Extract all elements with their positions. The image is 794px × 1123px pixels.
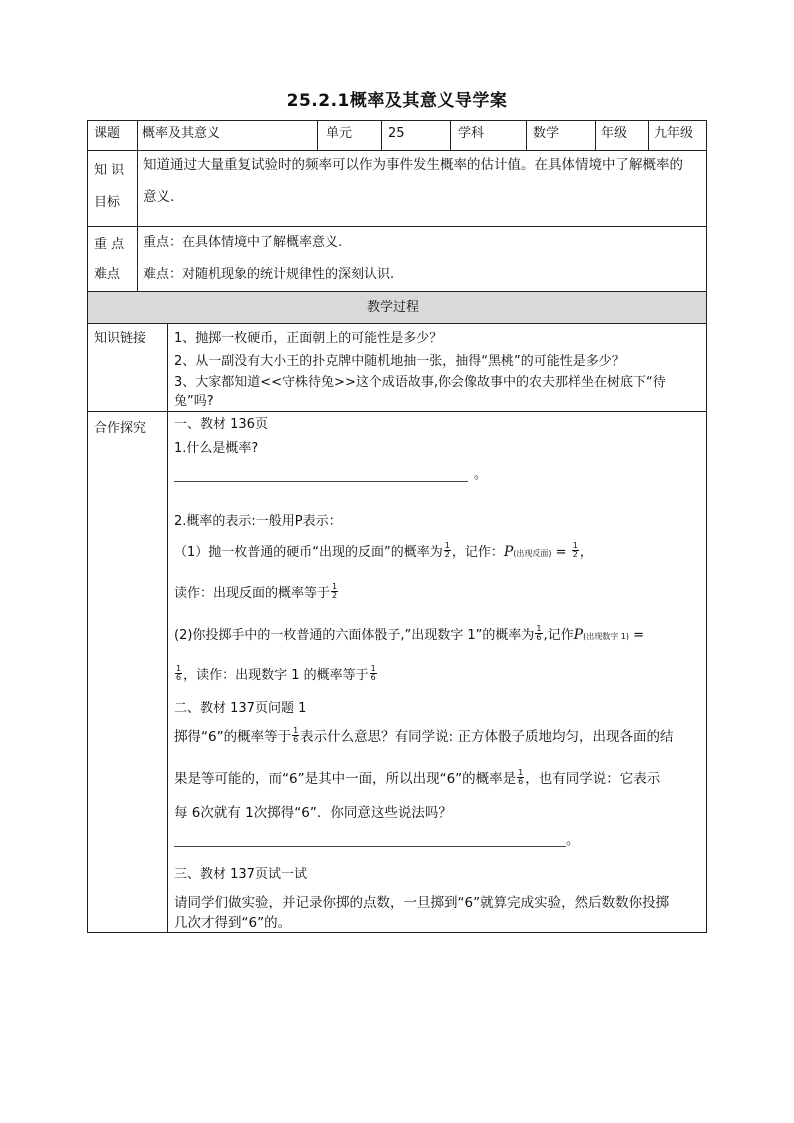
row-divider [87, 323, 707, 324]
col-divider [450, 120, 451, 151]
fraction-one-sixth: $\frac{1}{6}$ [293, 725, 299, 744]
grade-value: 九年级 [654, 126, 694, 141]
row-divider [87, 150, 707, 151]
table-border-top [87, 120, 707, 121]
example-1-text-b: ，记作： [451, 545, 504, 560]
example-2-line [174, 626, 644, 646]
section-2-heading: 2.概率的表示:一般用P表示： [174, 514, 342, 529]
link-question-3: 3、大家都知道<<守株待兔>>这个成语故事,你会像故事中的农夫那样坐在树底下“待 [174, 375, 666, 390]
probability-symbol: P [503, 544, 514, 560]
fraction-one-half: $\frac{1}{2}$ [444, 541, 450, 559]
page-title: 25.2.1概率及其意义导学案 [286, 91, 508, 111]
example-2-text-a: (2)你投掷手中的一枚普通的六面体骰子,”出现数字 1”的概率为 [174, 628, 535, 643]
blank-2-period: 。 [566, 833, 580, 848]
try-it-line-2: 几次才得到“6”的。 [174, 915, 292, 931]
goal-label-line1: 知 识 [94, 163, 125, 178]
example-2-reading [174, 664, 378, 685]
problem-line-1-b: 表示什么意思？有同学说: 正方体骰子质地均匀，出现各面的结 [300, 729, 674, 745]
fraction-one-sixth: $\frac{1}{6}$ [176, 664, 182, 682]
fraction-one-sixth: $\frac{1}{6}$ [518, 767, 524, 786]
answer-blank-2 [174, 846, 566, 847]
col-divider [595, 120, 596, 151]
link-question-1: 1、抛掷一枚硬币，正面朝上的可能性是多少？ [174, 331, 443, 346]
col-divider [137, 120, 138, 292]
row-divider [87, 226, 707, 227]
col-divider [167, 323, 168, 933]
grade-label: 年级 [601, 126, 628, 141]
col-divider [381, 120, 382, 151]
problem-line-3: 每 6次就有 1次掷得“6”．你同意这些说法吗？ [174, 805, 452, 821]
key-point-text: 重点：在具体情境中了解概率意义. [143, 235, 343, 250]
explore-label: 合作探究 [94, 421, 147, 436]
fraction-one-sixth: $\frac{1}{6}$ [536, 624, 542, 642]
col-divider [526, 120, 527, 151]
table-border-right [706, 120, 707, 933]
table-border-left [87, 120, 88, 933]
comma: ， [579, 545, 593, 560]
try-it-line-1: 请同学们做实验，并记录你掷的点数，一旦掷到“6”就算完成实验，然后数数你投掷 [174, 895, 670, 911]
probability-subscript: (出现数字 1) [583, 632, 629, 641]
equals-sign: = [628, 628, 644, 643]
example-2-reading-text: ，读作：出现数字 1 的概率等于 [183, 668, 369, 683]
section-1-question: 1.什么是概率? [174, 441, 259, 456]
unit-label: 单元 [326, 126, 353, 141]
example-1-reading-text: 读作：出现反面的概率等于 [174, 586, 331, 601]
section-3-heading: 二、教材 137页问题 1 [174, 701, 307, 716]
goal-label-line2: 目标 [94, 195, 121, 210]
link-question-2: 2、从一副没有大小王的扑克牌中随机地抽一张，抽得“黑桃”的可能性是多少？ [174, 354, 625, 369]
topic-label: 课题 [94, 126, 121, 141]
problem-line-2-a: 果是等可能的，而“6”是其中一面，所以出现“6”的概率是 [174, 771, 517, 787]
key-label-line1: 重 点 [94, 237, 125, 252]
problem-line-2-b: ，也有同学说：它表示 [525, 771, 661, 787]
subject-label: 学科 [458, 126, 485, 141]
example-1-reading [174, 582, 339, 603]
example-1-line [174, 543, 593, 563]
fraction-one-half: $\frac{1}{2}$ [572, 541, 578, 559]
topic-value: 概率及其意义 [142, 126, 221, 141]
link-question-3-cont: 兔”吗? [174, 394, 214, 409]
goal-text-line2: 意义. [143, 189, 175, 205]
fraction-one-half: $\frac{1}{2}$ [332, 582, 338, 600]
problem-line-2 [174, 767, 661, 789]
difficulty-text: 难点：对随机现象的统计规律性的深刻认识. [143, 267, 395, 282]
example-1-text-a: （1）抛一枚普通的硬币“出现的反面”的概率为 [174, 545, 443, 560]
blank-1-period: 。 [474, 467, 488, 482]
key-label-line2: 难点 [94, 267, 121, 282]
subject-value: 数学 [533, 126, 560, 141]
problem-line-1 [174, 725, 674, 747]
section-4-heading: 三、教材 137页试一试 [174, 867, 307, 882]
col-divider [648, 120, 649, 151]
goal-text-line1: 知道通过大量重复试验时的频率可以作为事件发生概率的估计值。在具体情境中了解概率的 [143, 157, 683, 173]
section-1-heading: 一、教材 136页 [174, 417, 268, 432]
answer-blank-1 [174, 481, 468, 482]
problem-line-1-a: 掷得“6”的概率等于 [174, 729, 292, 745]
unit-value: 25 [388, 126, 405, 141]
example-2-text-b: ,记作 [543, 628, 574, 643]
fraction-one-sixth: $\frac{1}{6}$ [370, 664, 376, 682]
process-header: 教学过程 [367, 300, 420, 315]
probability-symbol: P [573, 627, 584, 643]
col-divider [317, 120, 318, 151]
probability-subscript: (出现反面) [513, 549, 552, 558]
link-label: 知识链接 [94, 331, 147, 346]
equals-sign: = [551, 545, 571, 560]
